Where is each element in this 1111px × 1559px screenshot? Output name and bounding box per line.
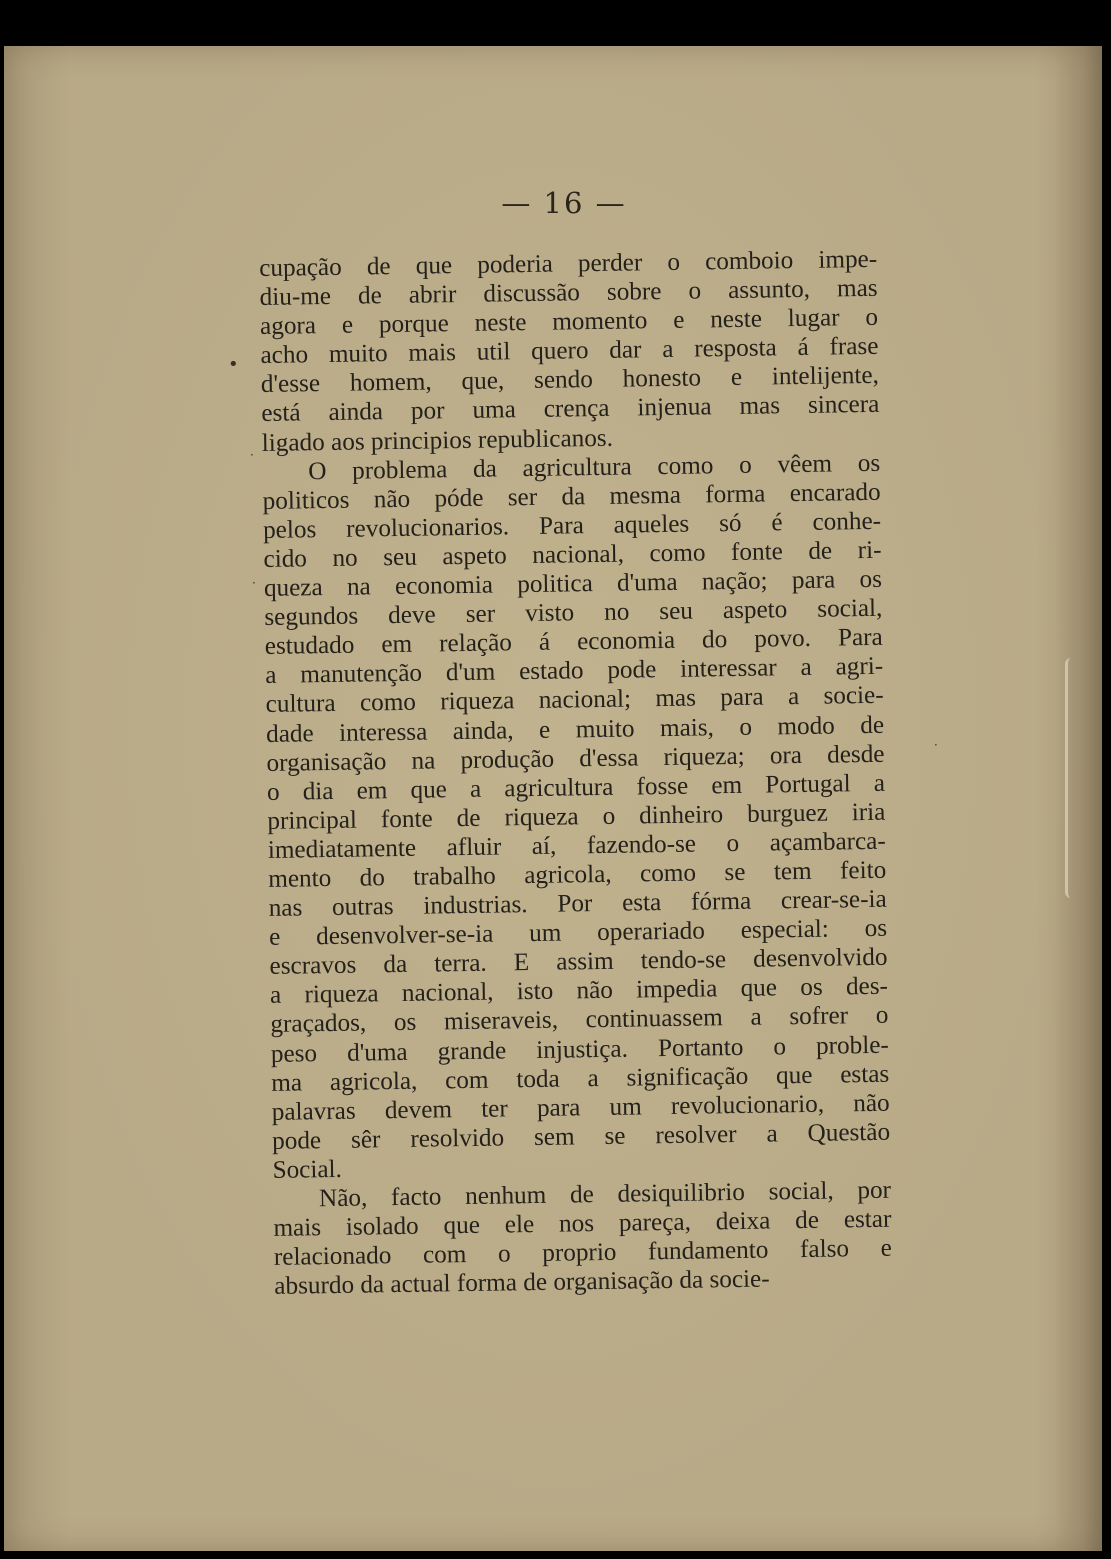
text-line: mento do trabalho agricola, como se tem feito [268, 856, 887, 893]
text-line: principal fonte de riqueza o dinheiro burguez iria [267, 798, 886, 835]
text-line: peso d'uma grande injustiça. Portanto o proble- [270, 1031, 890, 1068]
text-line: ma agricola, com toda a significação que estas [271, 1060, 890, 1097]
text-line: agora e porque neste momento e neste lugar o [259, 304, 879, 341]
text-line: cido no seu aspeto nacional, como fonte de ri- [263, 536, 882, 573]
text-line: a riqueza nacional, isto não impedia que os des- [269, 973, 889, 1010]
text-line: segundos deve ser visto no seu aspeto social, [264, 594, 883, 632]
text-line: organisação na produção d'essa riqueza; ora desde [266, 740, 885, 777]
body-text [259, 245, 892, 1301]
text-line: pode sêr resolvido sem se resolver a Questão [271, 1118, 891, 1155]
text-line: está ainda por uma crença injenua mas sincera [261, 391, 880, 428]
text-line: acho muito mais util quero dar a resposta á frase [260, 333, 879, 370]
binding-thread [1065, 658, 1080, 898]
text-line: nas outras industrias. Por esta fórma crear-se-ia [268, 885, 887, 922]
page-number: — 16 — [501, 186, 627, 220]
paragraph [262, 448, 891, 1184]
text-line: cultura como riqueza nacional; mas para a socie- [265, 682, 884, 719]
text-line: ligado aos principios republicanos. [261, 424, 614, 457]
text-line: cupação de que poderia perder o comboio impe- [259, 245, 878, 282]
ink-blot: • [228, 354, 239, 375]
text-line: d'esse homem, que, sendo honesto e intelijente, [260, 362, 880, 399]
text-line: Não, facto nenhum de desiquilibrio social, por [318, 1176, 892, 1213]
text-line: relacionado com o proprio fundamento falso e [273, 1234, 893, 1272]
stray-mark: · [934, 738, 938, 752]
book-page [4, 46, 1102, 1551]
text-line: mais isolado que ele nos pareça, deixa de estar [273, 1205, 892, 1242]
paragraph [259, 245, 880, 458]
text-line: palavras devem ter para um revolucionario, não [271, 1089, 890, 1126]
text-line: pelos revolucionarios. Para aqueles só é conhe- [262, 507, 882, 544]
text-line: o dia em que a agricultura fosse em Portugal a [266, 769, 886, 806]
text-line: escravos da terra. E assim tendo-se desenvolvido [269, 944, 888, 981]
text-line: Social. [272, 1155, 343, 1184]
text-line: e desenvolver-se-ia um operariado especial: os [268, 914, 888, 952]
text-line: politicos não póde ser da mesma forma encarado [262, 478, 881, 515]
stray-mark: · [250, 448, 254, 462]
paragraph [273, 1176, 893, 1302]
text-line: queza na economia politica d'uma nação; para os [263, 565, 883, 602]
text-line: a manutenção d'um estado pode interessar a agri- [265, 653, 884, 690]
stray-mark: · [252, 576, 256, 590]
text-line: imediatamente afluir aí, fazendo-se o açambarca- [267, 827, 886, 864]
text-line: absurdo da actual forma de organisação da socie- [274, 1265, 770, 1301]
text-line: dade interessa ainda, e muito mais, o modo de [265, 711, 885, 748]
text-line: diu-me de abrir discussão sobre o assunto, mas [259, 274, 878, 312]
text-line: graçados, os miseraveis, continuassem a sofrer o [270, 1002, 889, 1039]
text-line: O problema da agricultura como o vêem os [308, 449, 881, 485]
text-line: estudado em relação á economia do povo. Para [264, 624, 883, 661]
